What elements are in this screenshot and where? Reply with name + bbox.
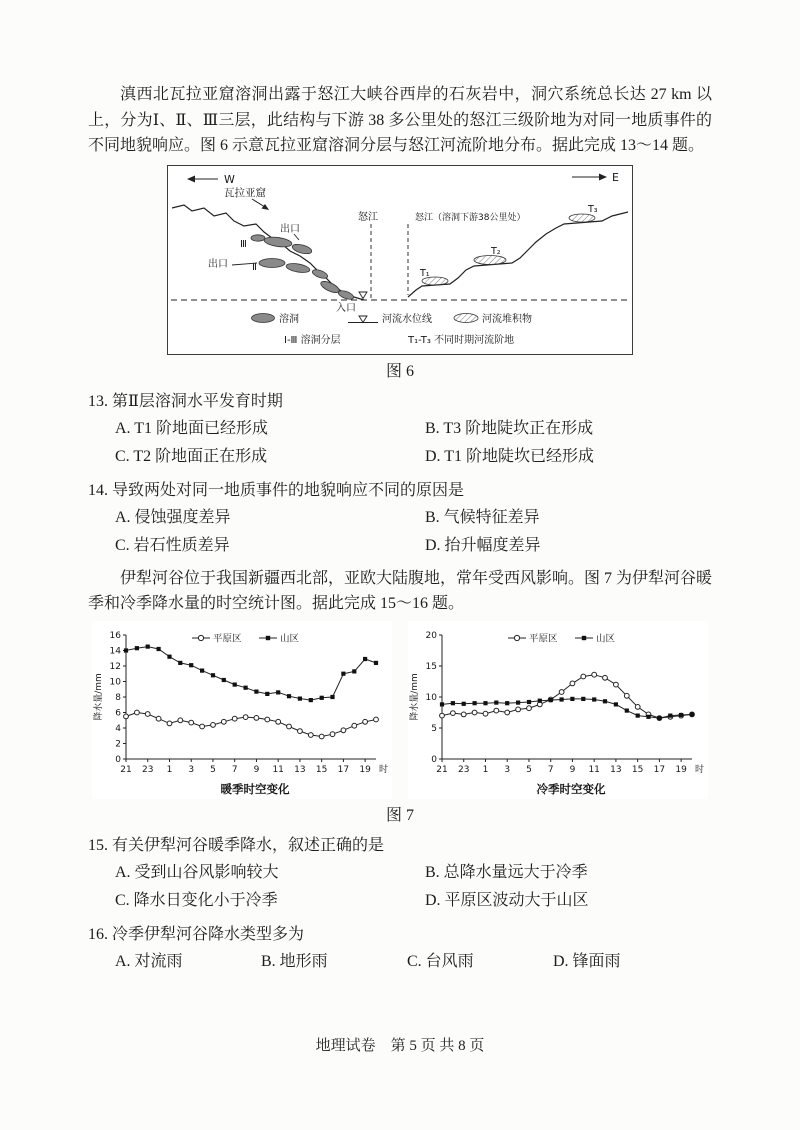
option-d: D. 平原区波动大于山区 [425,891,589,909]
svg-text:时: 时 [694,764,704,775]
water-level-marker [359,292,367,299]
option-a: A. 侵蚀强度差异 [115,508,231,526]
question-15-options [88,859,712,915]
svg-text:6: 6 [115,708,121,718]
svg-text:冷季时空变化: 冷季时空变化 [536,781,606,796]
svg-text:23: 23 [458,764,470,775]
east-direction-arrow [572,171,619,184]
svg-text:23: 23 [142,764,154,775]
option-c: C. 降水日变化小于冷季 [115,891,278,909]
svg-text:7: 7 [231,764,238,775]
legend-cave-label: 溶洞 [279,313,299,325]
option-a: A. T1 阶地面已经形成 [115,419,269,437]
option-b: B. T3 阶地陡坎正在形成 [425,419,594,437]
svg-text:5: 5 [431,723,437,734]
legend-deposits-icon [454,313,478,322]
option-a: A. 受到山谷风影响较大 [115,863,279,881]
svg-text:2: 2 [115,739,121,749]
option-c: C. 台风雨 [407,952,474,970]
option-a: A. 对流雨 [115,952,183,970]
svg-text:11: 11 [272,764,284,775]
svg-text:13: 13 [610,764,622,775]
leader-arrow [262,204,270,210]
svg-text:17: 17 [653,764,666,775]
legend-terraces-label: T₁-T₃ 不同时期河流阶地 [408,334,515,346]
figure-6-diagram [168,166,632,354]
question-16-stem: 16. 冷季伊犁河谷降水类型多为 [88,925,305,943]
question-14-options [88,504,712,560]
svg-text:1: 1 [482,764,489,775]
svg-text:0: 0 [431,754,437,765]
option-d: D. 抬升幅度差异 [425,536,541,554]
layer-2-label: Ⅱ [252,261,257,273]
river-downstream-label: 怒江（溶洞下游38公里处） [415,212,526,223]
legend-deposits-label: 河流堆积物 [482,313,532,325]
question-16-options [88,948,712,976]
svg-text:山区: 山区 [280,633,300,644]
svg-text:13: 13 [294,764,306,775]
figure-7-caption: 图 7 [385,806,414,824]
cold-season-chart [408,621,708,799]
svg-text:降水量/mm: 降水量/mm [94,672,104,721]
svg-text:5: 5 [210,764,216,775]
option-c: C. T2 阶地面正在形成 [115,447,268,465]
svg-text:5: 5 [526,764,532,775]
cave-name-label: 瓦拉亚窟 [224,186,266,199]
legend-waterline-label: 河流水位线 [382,313,432,325]
svg-text:暖季时空变化: 暖季时空变化 [220,781,290,796]
svg-text:12: 12 [109,661,121,672]
svg-text:15: 15 [315,764,328,775]
question-13-options [88,415,712,471]
svg-text:1: 1 [166,764,173,775]
option-d: D. 锋面雨 [553,952,621,970]
svg-text:17: 17 [337,764,350,775]
question-15-stem: 15. 有关伊犁河谷暖季降水，叙述正确的是 [88,836,385,854]
svg-text:21: 21 [436,764,448,775]
terrace-3-label: T₃ [588,203,598,215]
question-13-stem: 13. 第Ⅱ层溶洞水平发育时期 [88,392,283,410]
svg-text:14: 14 [109,646,121,656]
figure-6-legend [252,312,533,346]
west-direction-arrow [187,173,235,186]
svg-text:19: 19 [359,764,371,775]
svg-text:10: 10 [425,692,437,703]
svg-text:10: 10 [109,677,121,687]
cave-blobs [251,234,355,300]
cave-entrance-label: 入口 [336,302,356,314]
question-14-stem: 14. 导致两处对同一地质事件的地貌响应不同的原因是 [88,481,465,499]
svg-text:15: 15 [631,764,644,775]
svg-text:山区: 山区 [596,633,616,644]
river-label: 怒江 [358,211,378,223]
figure-6-caption: 图 6 [385,362,414,380]
svg-text:4: 4 [115,723,121,734]
figure-7 [88,621,712,799]
svg-text:3: 3 [504,764,511,775]
layer-3-label: Ⅲ [240,238,247,250]
svg-text:9: 9 [253,764,260,775]
warm-season-chart [92,621,392,799]
terrace-deposits [422,214,595,285]
svg-text:降水量/mm: 降水量/mm [410,672,420,721]
svg-text:平原区: 平原区 [529,633,558,644]
terrace-1-label: T₁ [420,267,430,279]
svg-text:时: 时 [378,764,388,775]
question-14 [88,478,712,560]
svg-text:7: 7 [547,764,554,775]
question-16 [88,922,712,976]
svg-text:16: 16 [109,630,121,641]
terrace-2-label: T₂ [491,245,501,257]
svg-text:3: 3 [188,764,195,775]
svg-text:20: 20 [425,630,437,641]
question-15 [88,833,712,915]
cave-exit-upper-label: 出口 [280,223,300,235]
svg-text:0: 0 [115,754,121,765]
legend-waterline-icon [359,316,367,323]
svg-text:平原区: 平原区 [213,633,242,644]
option-b: B. 地形雨 [261,952,328,970]
east-label: E [612,170,619,184]
cave-exit-lower-label: 出口 [208,258,228,270]
svg-text:21: 21 [120,764,132,775]
figure-6 [167,165,633,355]
svg-text:9: 9 [569,764,576,775]
svg-text:8: 8 [115,692,121,703]
legend-cave-icon [252,313,275,322]
svg-text:15: 15 [425,661,437,672]
question-13 [88,389,712,471]
page-footer: 地理试卷 第 5 页 共 8 页 [315,1038,485,1054]
option-b: B. 总降水量远大于冷季 [425,863,588,881]
option-b: B. 气候特征差异 [425,508,540,526]
legend-layers-label: Ⅰ-Ⅲ 溶洞分层 [284,334,341,346]
passage-2: 伊犁河谷位于我国新疆西北部，亚欧大陆腹地，常年受西风影响。图 7 为伊犁河谷暖季和冷季降水量的时空统计图。据此完成 15～16 题。 [88,569,713,612]
passage-1: 滇西北瓦拉亚窟溶洞出露于怒江大峡谷西岸的石灰岩中，洞穴系统总长达 27 km 以上，分为Ⅰ、Ⅱ、Ⅲ三层，此结构与下游 38 多公里处的怒江三级阶地为对同一地质事件的不同地貌响应。图 6 示意瓦拉亚窟溶洞分层与怒江河流阶地分布。据此完成 13～14 题。 [88,86,712,154]
option-c: C. 岩石性质差异 [115,536,230,554]
west-label: W [224,172,235,186]
option-d: D. T1 阶地陡坎已经形成 [425,447,595,465]
svg-text:11: 11 [588,764,600,775]
svg-text:19: 19 [675,764,687,775]
